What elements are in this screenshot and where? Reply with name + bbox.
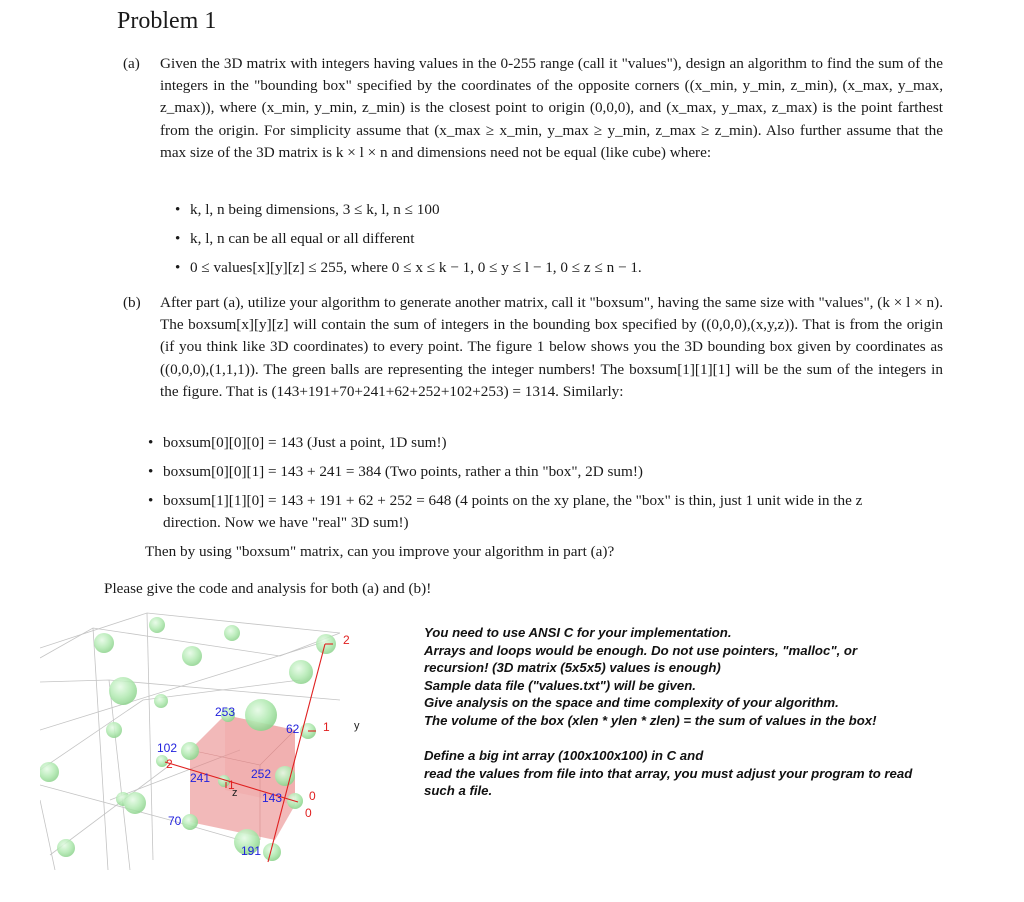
example-item: • boxsum[0][0][1] = 143 + 241 = 384 (Two points, rather a thin "box", 2D sum!) [148, 461, 908, 483]
value-label: 191 [241, 844, 262, 858]
implementation-notes [424, 624, 1004, 800]
part-b [123, 292, 943, 403]
note-line: such a file. [424, 783, 493, 799]
value-label: 70 [168, 814, 182, 828]
axis-tick-label: 0 [305, 806, 312, 820]
value-label: 62 [286, 722, 300, 736]
note-line: Sample data file ("values.txt") will be given. [424, 677, 696, 693]
part-b-text: After part (a), utilize your algorithm to generate another matrix, call it "boxsum", having the same size with "values", (k × l × n). The boxsum[x][y][z] will contain the sum of integers in the bounding box specified by ((0,0,0),(x,y,z)). That is from the origin (if you think like 3D coordinates) to every point. The figure 1 below shows you the 3D bounding box given by coordinates as ((0,0,0),(1,1,1)). The green balls are representing the integer numbers! The boxsum[1][1][1] will be the sum of the integers in the figure. That is (143+191+70+241+62+252+102+253) = 1314. Similarly: [160, 294, 943, 400]
example-item: • boxsum[1][1][0] = 143 + 191 + 62 + 252 = 648 (4 points on the xy plane, the "box" is thin, just 1 unit wide in the z direction. Now we have "real" 3D sum!) [148, 490, 908, 534]
value-label: 241 [190, 771, 211, 785]
part-b-examples [148, 432, 908, 534]
note-line: Arrays and loops would be enough. Do not use pointers, "malloc", or [424, 642, 858, 658]
part-a [123, 53, 943, 164]
axis-name-label: y [354, 720, 360, 732]
constraint-item: • 0 ≤ values[x][y][z] ≤ 255, where 0 ≤ x ≤ k − 1, 0 ≤ y ≤ l − 1, 0 ≤ z ≤ n − 1. [175, 257, 642, 279]
axis-tick-label: 2 [166, 757, 173, 771]
problem-title: Problem 1 [117, 8, 217, 34]
value-label: 252 [251, 767, 272, 781]
note-line: read the values from file into that array, you must adjust your program to read [424, 765, 913, 781]
axis-tick-label: 1 [228, 778, 235, 792]
constraint-item: • k, l, n being dimensions, 3 ≤ k, l, n ≤ 100 [175, 199, 642, 221]
part-a-label: (a) [123, 55, 140, 72]
axis-name-label: z [232, 787, 238, 799]
value-label: 102 [157, 741, 178, 755]
part-a-constraints [175, 199, 642, 279]
closing-instruction: Please give the code and analysis for both (a) and (b)! [104, 580, 432, 597]
axis-tick-label: 1 [323, 720, 330, 734]
note-line: recursion! (3D matrix (5x5x5) values is enough) [424, 660, 721, 676]
note-spacer [424, 730, 1004, 748]
part-b-label: (b) [123, 294, 141, 311]
part-b-followup: Then by using "boxsum" matrix, can you improve your algorithm in part (a)? [145, 543, 615, 560]
example-item: • boxsum[0][0][0] = 143 (Just a point, 1D sum!) [148, 432, 908, 454]
constraint-item: • k, l, n can be all equal or all different [175, 228, 642, 250]
part-a-text: Given the 3D matrix with integers having values in the 0-255 range (call it "values"), design an algorithm to find the sum of the integers in the "bounding box" specified by the coordinates of the opposite corners ((x_min, y_min, z_min), (x_max, y_max, z_max)), where (x_min, y_min, z_min) is the closest point to origin (0,0,0), and (x_max, y_max, z_max) is the point farthest from the origin. For simplicity assume that (x_max ≥ x_min, y_max ≥ y_min, z_max ≥ z_min). Also further assume that the max size of the 3D matrix is k × l × n and dimensions need not be equal (like cube) where: [160, 55, 943, 161]
note-line: The volume of the box (xlen * ylen * zlen) = the sum of values in the box! [424, 712, 877, 728]
value-label: 143 [262, 791, 283, 805]
note-line: You need to use ANSI C for your implementation. [424, 625, 732, 640]
value-label: 253 [215, 705, 236, 719]
axis-tick-label: 0 [309, 789, 316, 803]
axis-tick-label: 2 [343, 633, 350, 647]
bounding-box-figure [40, 600, 380, 870]
figure-3d-plot [40, 600, 380, 870]
note-line: Define a big int array (100x100x100) in C and [424, 748, 704, 764]
note-line: Give analysis on the space and time complexity of your algorithm. [424, 695, 839, 711]
